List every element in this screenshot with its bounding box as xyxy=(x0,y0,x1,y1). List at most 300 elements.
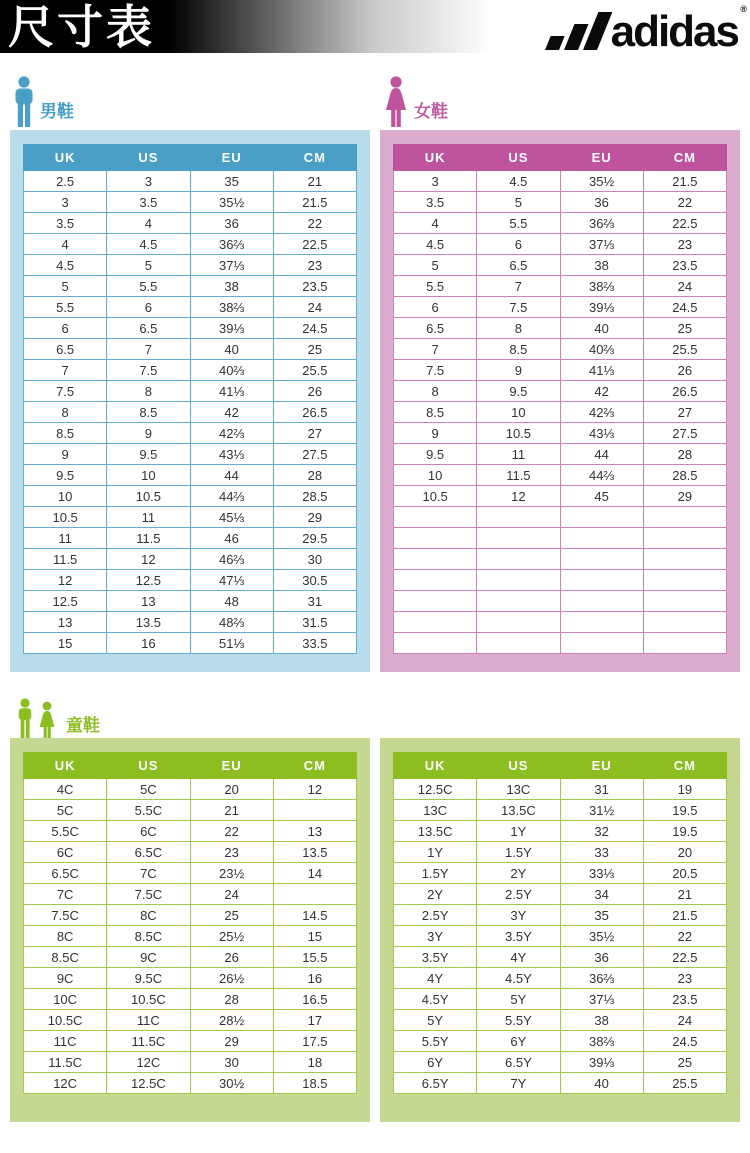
table-row xyxy=(394,444,727,465)
table-cell: 29 xyxy=(190,1031,273,1052)
table-row xyxy=(24,549,357,570)
table-cell xyxy=(643,591,726,612)
table-cell: 29.5 xyxy=(273,528,356,549)
table-row xyxy=(24,381,357,402)
table-cell: 45⅓ xyxy=(190,507,273,528)
table-cell: 42⅔ xyxy=(560,402,643,423)
table-cell: 6.5 xyxy=(477,255,560,276)
women-size-table xyxy=(393,144,727,654)
table-cell: 26.5 xyxy=(273,402,356,423)
table-cell: 12 xyxy=(273,779,356,800)
table-cell: 13.5 xyxy=(107,612,190,633)
table-cell: 46⅔ xyxy=(190,549,273,570)
table-row xyxy=(24,905,357,926)
table-row xyxy=(394,213,727,234)
table-cell: 24 xyxy=(643,276,726,297)
column-header-cm: CM xyxy=(643,145,726,171)
table-row xyxy=(24,360,357,381)
table-cell: 17 xyxy=(273,1010,356,1031)
table-cell: 28 xyxy=(643,444,726,465)
table-cell: 9.5C xyxy=(107,968,190,989)
table-cell: 6.5C xyxy=(107,842,190,863)
table-row xyxy=(24,402,357,423)
table-cell: 23 xyxy=(643,234,726,255)
table-cell: 4 xyxy=(394,213,477,234)
table-cell: 13 xyxy=(273,821,356,842)
table-cell: 36 xyxy=(560,192,643,213)
table-cell: 39⅓ xyxy=(560,297,643,318)
table-cell: 12 xyxy=(107,549,190,570)
table-cell: 7.5 xyxy=(477,297,560,318)
table-cell: 15.5 xyxy=(273,947,356,968)
table-cell: 13C xyxy=(394,800,477,821)
table-row xyxy=(24,318,357,339)
table-row xyxy=(394,926,727,947)
table-cell: 5.5 xyxy=(107,276,190,297)
table-cell: 5 xyxy=(477,192,560,213)
table-cell xyxy=(643,528,726,549)
table-cell: 3 xyxy=(24,192,107,213)
table-cell: 14 xyxy=(273,863,356,884)
table-cell: 25 xyxy=(190,905,273,926)
woman-icon xyxy=(382,76,410,128)
table-cell xyxy=(643,633,726,654)
table-cell: 29 xyxy=(273,507,356,528)
column-header-cm: CM xyxy=(273,145,356,171)
table-cell: 42 xyxy=(560,381,643,402)
table-cell: 9.5 xyxy=(394,444,477,465)
column-header-uk: UK xyxy=(394,753,477,779)
table-cell: 38 xyxy=(190,276,273,297)
table-row xyxy=(394,1010,727,1031)
kids-size-panel-left xyxy=(10,738,370,1122)
table-cell: 36⅔ xyxy=(190,234,273,255)
table-cell: 22 xyxy=(643,926,726,947)
table-cell: 21.5 xyxy=(643,171,726,192)
table-cell: 19.5 xyxy=(643,821,726,842)
column-header-us: US xyxy=(477,753,560,779)
table-row xyxy=(24,171,357,192)
table-cell: 6.5C xyxy=(24,863,107,884)
table-row xyxy=(394,884,727,905)
table-cell: 44⅔ xyxy=(560,465,643,486)
table-cell: 8 xyxy=(477,318,560,339)
table-cell: 16 xyxy=(107,633,190,654)
table-cell: 15 xyxy=(273,926,356,947)
table-row xyxy=(394,339,727,360)
table-cell: 10.5 xyxy=(394,486,477,507)
table-cell: 30 xyxy=(190,1052,273,1073)
table-cell: 11 xyxy=(24,528,107,549)
table-cell: 23.5 xyxy=(643,255,726,276)
table-cell: 28 xyxy=(190,989,273,1010)
table-cell: 6C xyxy=(107,821,190,842)
table-cell: 32 xyxy=(560,821,643,842)
table-cell: 6.5Y xyxy=(394,1073,477,1094)
table-cell: 24.5 xyxy=(273,318,356,339)
table-cell: 4.5 xyxy=(394,234,477,255)
table-cell: 35½ xyxy=(560,171,643,192)
table-cell: 12.5 xyxy=(107,570,190,591)
table-cell: 21.5 xyxy=(273,192,356,213)
table-cell: 12 xyxy=(24,570,107,591)
table-cell: 25 xyxy=(643,1052,726,1073)
table-cell: 24 xyxy=(190,884,273,905)
women-size-panel xyxy=(380,130,740,672)
table-cell: 23½ xyxy=(190,863,273,884)
table-cell xyxy=(394,591,477,612)
table-cell: 6.5 xyxy=(107,318,190,339)
table-row xyxy=(394,381,727,402)
table-row xyxy=(24,1010,357,1031)
table-cell: 21 xyxy=(190,800,273,821)
table-cell: 11C xyxy=(107,1010,190,1031)
table-cell: 44 xyxy=(190,465,273,486)
table-cell: 4 xyxy=(107,213,190,234)
table-cell: 10 xyxy=(107,465,190,486)
table-cell: 5.5C xyxy=(24,821,107,842)
column-header-us: US xyxy=(107,145,190,171)
table-row xyxy=(394,989,727,1010)
table-cell: 45 xyxy=(560,486,643,507)
table-cell: 23.5 xyxy=(273,276,356,297)
women-section-label xyxy=(382,76,448,128)
table-cell: 46 xyxy=(190,528,273,549)
table-cell xyxy=(477,528,560,549)
table-cell xyxy=(394,570,477,591)
table-row xyxy=(24,633,357,654)
table-row xyxy=(24,297,357,318)
table-cell: 18 xyxy=(273,1052,356,1073)
table-cell: 12C xyxy=(24,1073,107,1094)
table-cell: 7.5C xyxy=(24,905,107,926)
table-cell: 6.5Y xyxy=(477,1052,560,1073)
table-cell: 11.5 xyxy=(477,465,560,486)
table-cell: 9 xyxy=(394,423,477,444)
table-cell: 40⅔ xyxy=(560,339,643,360)
table-cell: 5.5Y xyxy=(394,1031,477,1052)
table-cell: 10 xyxy=(24,486,107,507)
table-cell: 31.5 xyxy=(273,612,356,633)
table-cell: 36 xyxy=(190,213,273,234)
table-cell: 16.5 xyxy=(273,989,356,1010)
table-cell: 41⅓ xyxy=(190,381,273,402)
table-row xyxy=(24,255,357,276)
table-cell: 11.5 xyxy=(107,528,190,549)
men-size-panel xyxy=(10,130,370,672)
table-cell: 42⅔ xyxy=(190,423,273,444)
table-cell xyxy=(477,612,560,633)
table-cell: 7.5 xyxy=(24,381,107,402)
table-cell: 3.5Y xyxy=(394,947,477,968)
table-row xyxy=(24,213,357,234)
table-cell: 22 xyxy=(643,192,726,213)
table-row xyxy=(24,800,357,821)
table-cell: 7.5C xyxy=(107,884,190,905)
table-row xyxy=(24,444,357,465)
table-cell: 5Y xyxy=(477,989,560,1010)
women-section-title: 女鞋 xyxy=(414,102,448,121)
adidas-stripes-icon xyxy=(545,12,602,50)
table-cell: 26 xyxy=(273,381,356,402)
table-cell: 6.5 xyxy=(394,318,477,339)
table-cell: 40 xyxy=(560,1073,643,1094)
table-cell: 48 xyxy=(190,591,273,612)
table-cell: 35 xyxy=(190,171,273,192)
table-cell: 9C xyxy=(107,947,190,968)
page-title: 尺寸表 xyxy=(8,0,155,53)
table-cell: 5 xyxy=(24,276,107,297)
table-cell: 25 xyxy=(643,318,726,339)
column-header-cm: CM xyxy=(643,753,726,779)
table-cell: 10.5 xyxy=(107,486,190,507)
man-icon xyxy=(12,76,36,128)
table-cell: 38 xyxy=(560,1010,643,1031)
table-cell: 8C xyxy=(107,905,190,926)
table-cell: 27 xyxy=(643,402,726,423)
table-cell xyxy=(560,528,643,549)
table-cell: 25.5 xyxy=(643,1073,726,1094)
table-row xyxy=(394,360,727,381)
table-cell: 25.5 xyxy=(643,339,726,360)
table-cell: 6 xyxy=(394,297,477,318)
table-cell: 3Y xyxy=(394,926,477,947)
table-row xyxy=(24,192,357,213)
table-cell: 2.5Y xyxy=(394,905,477,926)
table-cell: 5.5 xyxy=(477,213,560,234)
column-header-uk: UK xyxy=(24,145,107,171)
table-cell: 11.5C xyxy=(107,1031,190,1052)
kids-size-panel-right xyxy=(380,738,740,1122)
table-cell: 5 xyxy=(107,255,190,276)
kids-section-label xyxy=(14,698,100,738)
table-cell: 1.5Y xyxy=(394,863,477,884)
table-cell xyxy=(394,549,477,570)
table-cell: 28½ xyxy=(190,1010,273,1031)
table-cell xyxy=(477,633,560,654)
kids-section-title: 童鞋 xyxy=(66,716,100,735)
table-cell: 47⅓ xyxy=(190,570,273,591)
table-row xyxy=(24,1031,357,1052)
table-cell: 20 xyxy=(643,842,726,863)
table-row xyxy=(394,633,727,654)
table-cell xyxy=(643,570,726,591)
table-row xyxy=(24,234,357,255)
table-cell: 51⅓ xyxy=(190,633,273,654)
table-cell: 43⅓ xyxy=(560,423,643,444)
table-cell: 5.5Y xyxy=(477,1010,560,1031)
table-cell: 42 xyxy=(190,402,273,423)
registered-mark: ® xyxy=(740,3,747,14)
column-header-cm: CM xyxy=(273,753,356,779)
table-cell: 12.5C xyxy=(107,1073,190,1094)
table-cell: 13.5C xyxy=(394,821,477,842)
table-cell: 36⅔ xyxy=(560,213,643,234)
table-cell: 5.5C xyxy=(107,800,190,821)
column-header-uk: UK xyxy=(24,753,107,779)
table-cell xyxy=(560,591,643,612)
table-cell: 22 xyxy=(273,213,356,234)
table-cell: 26½ xyxy=(190,968,273,989)
table-row xyxy=(394,863,727,884)
table-cell: 26.5 xyxy=(643,381,726,402)
table-cell: 18.5 xyxy=(273,1073,356,1094)
table-cell: 3 xyxy=(394,171,477,192)
table-cell: 8.5 xyxy=(107,402,190,423)
table-row xyxy=(394,570,727,591)
table-cell: 21.5 xyxy=(643,905,726,926)
table-cell: 4.5 xyxy=(24,255,107,276)
table-cell: 33⅓ xyxy=(560,863,643,884)
kids-size-table-left xyxy=(23,752,357,1094)
table-cell: 22 xyxy=(190,821,273,842)
table-cell: 28 xyxy=(273,465,356,486)
table-cell: 9 xyxy=(24,444,107,465)
table-cell: 11 xyxy=(107,507,190,528)
table-cell xyxy=(394,507,477,528)
table-cell: 11 xyxy=(477,444,560,465)
table-cell: 4.5Y xyxy=(477,968,560,989)
table-cell: 35½ xyxy=(190,192,273,213)
table-row xyxy=(394,821,727,842)
table-cell: 12C xyxy=(107,1052,190,1073)
table-cell: 1Y xyxy=(394,842,477,863)
table-cell: 22.5 xyxy=(643,213,726,234)
table-cell: 9 xyxy=(107,423,190,444)
table-cell: 7 xyxy=(107,339,190,360)
table-cell: 35 xyxy=(560,905,643,926)
table-cell: 6 xyxy=(24,318,107,339)
table-cell xyxy=(643,507,726,528)
table-cell: 8 xyxy=(24,402,107,423)
table-cell: 23.5 xyxy=(643,989,726,1010)
table-cell: 19.5 xyxy=(643,800,726,821)
table-row xyxy=(24,276,357,297)
table-row xyxy=(394,318,727,339)
table-cell: 25½ xyxy=(190,926,273,947)
table-row xyxy=(394,276,727,297)
table-cell: 8.5 xyxy=(477,339,560,360)
table-cell: 17.5 xyxy=(273,1031,356,1052)
table-cell: 40 xyxy=(190,339,273,360)
table-cell: 37⅓ xyxy=(560,989,643,1010)
table-cell: 3.5 xyxy=(24,213,107,234)
table-cell: 36 xyxy=(560,947,643,968)
table-cell xyxy=(477,570,560,591)
table-row xyxy=(24,863,357,884)
table-cell: 40⅔ xyxy=(190,360,273,381)
table-cell: 5C xyxy=(24,800,107,821)
table-cell xyxy=(477,507,560,528)
table-cell: 40 xyxy=(560,318,643,339)
table-row xyxy=(394,947,727,968)
table-cell: 7 xyxy=(394,339,477,360)
table-cell: 5C xyxy=(107,779,190,800)
table-cell xyxy=(273,884,356,905)
table-cell xyxy=(394,612,477,633)
table-cell: 30 xyxy=(273,549,356,570)
table-cell xyxy=(394,633,477,654)
table-cell: 5.5 xyxy=(24,297,107,318)
table-cell: 25 xyxy=(273,339,356,360)
table-cell xyxy=(477,591,560,612)
table-row xyxy=(24,779,357,800)
table-row xyxy=(394,1073,727,1094)
table-cell: 38 xyxy=(560,255,643,276)
table-cell: 14.5 xyxy=(273,905,356,926)
table-cell: 35½ xyxy=(560,926,643,947)
table-cell: 2.5 xyxy=(24,171,107,192)
table-cell: 8.5 xyxy=(394,402,477,423)
table-row xyxy=(24,842,357,863)
men-section-label xyxy=(12,76,74,128)
kids-right-table-header-row xyxy=(394,753,727,779)
table-cell: 7Y xyxy=(477,1073,560,1094)
table-row xyxy=(394,402,727,423)
column-header-eu: EU xyxy=(190,145,273,171)
table-row xyxy=(394,486,727,507)
table-row xyxy=(394,192,727,213)
column-header-us: US xyxy=(477,145,560,171)
table-cell: 31½ xyxy=(560,800,643,821)
table-cell: 7C xyxy=(107,863,190,884)
table-cell: 44⅔ xyxy=(190,486,273,507)
table-cell: 24 xyxy=(273,297,356,318)
table-cell: 1Y xyxy=(477,821,560,842)
table-cell xyxy=(560,612,643,633)
table-cell: 8.5C xyxy=(107,926,190,947)
table-cell: 8 xyxy=(394,381,477,402)
table-cell: 23 xyxy=(190,842,273,863)
table-cell: 7 xyxy=(477,276,560,297)
table-row xyxy=(24,339,357,360)
table-cell: 4.5 xyxy=(477,171,560,192)
table-cell: 10.5C xyxy=(24,1010,107,1031)
column-header-eu: EU xyxy=(560,145,643,171)
table-cell: 31 xyxy=(560,779,643,800)
table-row xyxy=(24,423,357,444)
table-cell: 7.5 xyxy=(107,360,190,381)
column-header-us: US xyxy=(107,753,190,779)
table-cell: 33 xyxy=(560,842,643,863)
table-cell: 12.5C xyxy=(394,779,477,800)
column-header-uk: UK xyxy=(394,145,477,171)
table-cell: 7 xyxy=(24,360,107,381)
table-row xyxy=(394,779,727,800)
kids-size-table-right xyxy=(393,752,727,1094)
kids-left-table-header-row xyxy=(24,753,357,779)
table-cell: 4Y xyxy=(477,947,560,968)
table-cell: 37⅓ xyxy=(560,234,643,255)
table-cell: 20.5 xyxy=(643,863,726,884)
table-row xyxy=(24,465,357,486)
table-cell: 33.5 xyxy=(273,633,356,654)
table-cell: 8.5 xyxy=(24,423,107,444)
table-cell: 3.5Y xyxy=(477,926,560,947)
table-cell: 36⅔ xyxy=(560,968,643,989)
table-cell: 13.5C xyxy=(477,800,560,821)
table-row xyxy=(394,800,727,821)
table-cell: 31 xyxy=(273,591,356,612)
table-row xyxy=(24,486,357,507)
table-row xyxy=(394,612,727,633)
table-cell: 15 xyxy=(24,633,107,654)
table-row xyxy=(24,947,357,968)
table-cell xyxy=(560,570,643,591)
table-cell: 9C xyxy=(24,968,107,989)
table-cell: 6 xyxy=(107,297,190,318)
table-row xyxy=(24,1052,357,1073)
